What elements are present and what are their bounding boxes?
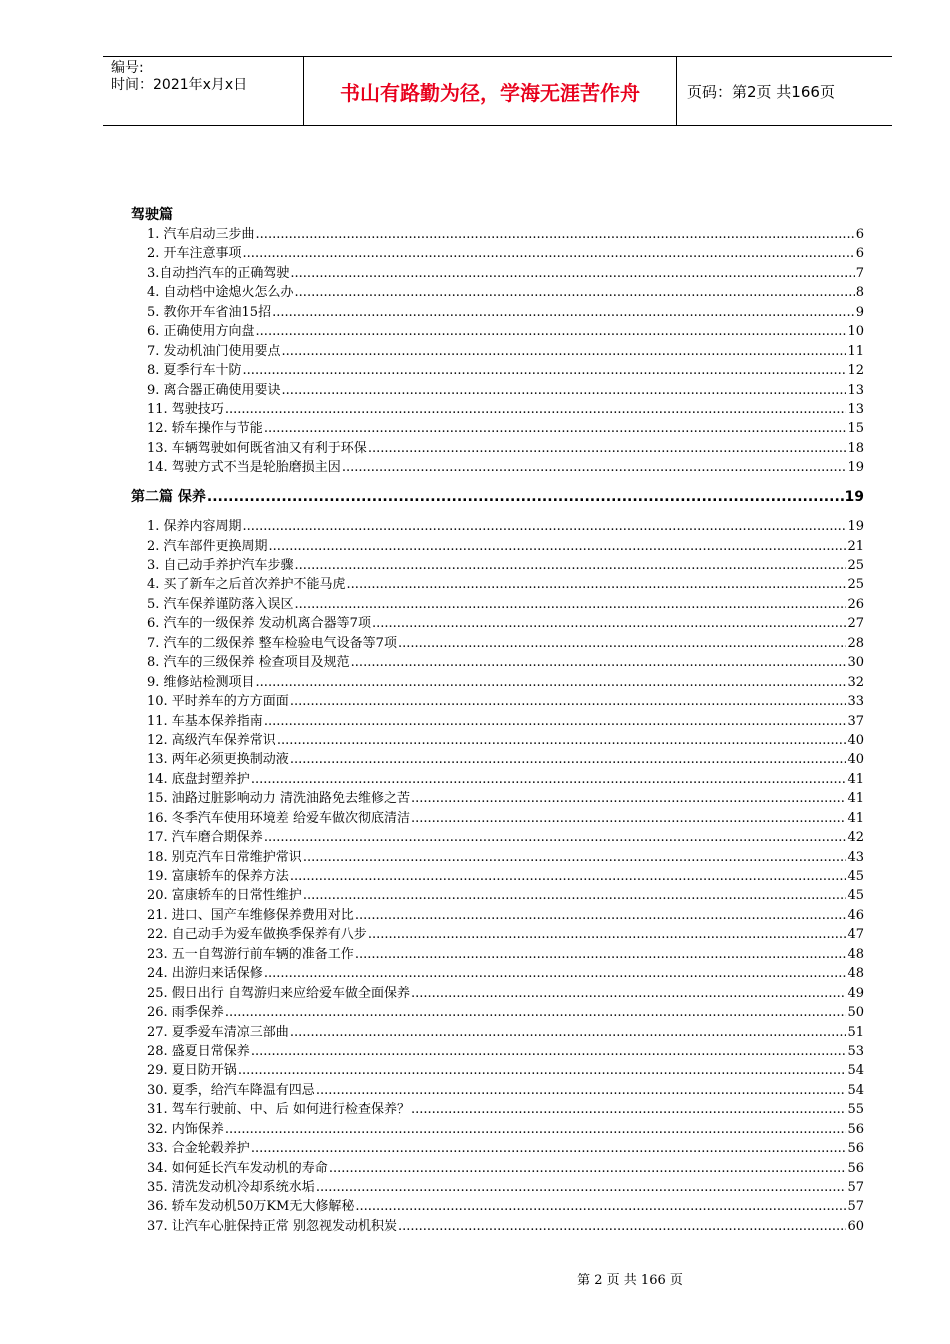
toc-leader-dots xyxy=(243,361,847,380)
toc-leader-dots xyxy=(355,1197,846,1216)
toc-entry-page: 43 xyxy=(847,849,864,865)
toc-entry-page: 26 xyxy=(847,596,864,612)
toc-entry-title: 14. 驾驶方式不当是轮胎磨损主因 xyxy=(147,460,341,476)
toc-leader-dots xyxy=(355,906,847,925)
toc-leader-dots xyxy=(251,770,847,789)
toc-entry-page: 53 xyxy=(847,1043,864,1059)
toc-leader-dots xyxy=(295,283,855,302)
toc-leader-dots xyxy=(411,809,847,828)
toc-leader-dots xyxy=(372,614,847,633)
toc-entry-page: 57 xyxy=(847,1199,864,1215)
toc-entry-page: 37 xyxy=(847,713,864,729)
toc-entry-page: 6 xyxy=(855,246,864,262)
toc-entry-title: 4. 自动档中途熄火怎么办 xyxy=(147,285,294,301)
toc-entry[interactable] xyxy=(131,381,864,400)
toc-entry[interactable] xyxy=(131,595,864,614)
toc-entry-title: 36. 轿车发动机50万KM无大修解秘 xyxy=(147,1199,355,1215)
toc-entry-title: 13. 车辆驾驶如何既省油又有利于环保 xyxy=(147,440,367,456)
toc-leader-dots xyxy=(303,848,847,867)
toc-entry[interactable] xyxy=(131,673,864,692)
toc-entry-title: 23. 五一自驾游行前车辆的准备工作 xyxy=(147,946,354,962)
toc-leader-dots xyxy=(256,673,847,692)
toc-section-maintenance xyxy=(131,517,864,1236)
toc-leader-dots xyxy=(256,322,847,341)
toc-entry-title: 9. 维修站检测项目 xyxy=(147,674,255,690)
toc-entry-title: 9. 离合器正确使用要诀 xyxy=(147,382,281,398)
toc-entry[interactable] xyxy=(131,264,864,283)
toc-leader-dots xyxy=(295,556,847,575)
section-title-driving: 驾驶篇 xyxy=(131,207,173,223)
toc-entry-page: 45 xyxy=(847,869,864,884)
toc-leader-dots xyxy=(290,692,847,711)
toc-entry[interactable] xyxy=(131,828,864,847)
toc-leader-dots xyxy=(251,1139,847,1158)
toc-leader-dots xyxy=(342,458,847,477)
toc-entry[interactable] xyxy=(131,614,864,633)
toc-leader-dots xyxy=(303,886,847,905)
table-of-contents xyxy=(131,206,864,1236)
toc-entry-page: 56 xyxy=(847,1160,864,1176)
toc-entry-page: 51 xyxy=(847,1024,864,1040)
toc-entry-page: 28 xyxy=(847,635,864,651)
toc-leader-dots xyxy=(398,634,847,653)
toc-entry-title: 31. 驾车行驶前、中、后 如何进行检查保养？ xyxy=(147,1102,410,1118)
toc-leader-dots xyxy=(411,1100,847,1119)
toc-leader-dots xyxy=(290,750,847,769)
toc-entry[interactable] xyxy=(131,964,864,983)
toc-leader-dots xyxy=(256,225,855,244)
toc-entry-page: 18 xyxy=(847,440,864,456)
toc-entry-title: 22. 自己动手为爱车做换季保养有八步 xyxy=(147,927,367,943)
toc-leader-dots xyxy=(282,342,847,361)
toc-entry-page: 48 xyxy=(847,966,864,982)
toc-leader-dots xyxy=(295,595,847,614)
toc-entry-title: 11. 驾驶技巧 xyxy=(147,401,224,417)
toc-leader-dots xyxy=(368,925,847,944)
toc-entry[interactable] xyxy=(131,400,864,419)
toc-entry-page: 8 xyxy=(855,285,864,301)
toc-leader-dots xyxy=(207,488,844,507)
header-slogan: 书山有路勤为径，学海无涯苦作舟 xyxy=(304,57,677,125)
toc-leader-dots xyxy=(411,789,847,808)
toc-entry[interactable] xyxy=(131,419,864,438)
toc-entry-title: 8. 汽车的三级保养 检查项目及规范 xyxy=(147,655,350,671)
toc-leader-dots xyxy=(316,1178,847,1197)
toc-entry[interactable] xyxy=(131,886,864,905)
toc-entry-title: 11. 车基本保养指南 xyxy=(147,713,263,729)
toc-leader-dots xyxy=(290,264,854,283)
toc-entry[interactable] xyxy=(131,809,864,828)
toc-entry-title: 12. 高级汽车保养常识 xyxy=(147,732,276,748)
toc-entry-page: 40 xyxy=(847,752,864,768)
toc-entry-title: 25. 假日出行 自驾游归来应给爱车做全面保养 xyxy=(147,985,410,1001)
toc-entry-page: 11 xyxy=(847,343,864,359)
document-time-label: 时间：2021年x月x日 xyxy=(111,77,248,93)
toc-leader-dots xyxy=(398,1217,847,1236)
toc-entry[interactable] xyxy=(131,537,864,556)
toc-entry-page: 54 xyxy=(847,1082,864,1098)
toc-leader-dots xyxy=(225,1003,847,1022)
toc-entry-title: 20. 富康轿车的日常性维护 xyxy=(147,888,302,904)
toc-entry-title: 35. 清洗发动机冷却系统水垢 xyxy=(147,1180,315,1195)
toc-entry[interactable] xyxy=(131,1120,864,1139)
toc-entry-page: 41 xyxy=(847,810,864,826)
toc-entry-title: 30. 夏季，给汽车降温有四忌 xyxy=(147,1082,315,1098)
toc-entry[interactable] xyxy=(131,1003,864,1022)
toc-entry-title: 6. 汽车的一级保养 发动机离合器等7项 xyxy=(147,616,371,632)
toc-entry-page: 54 xyxy=(847,1063,864,1079)
page-header xyxy=(103,56,892,126)
toc-entry-title: 28. 盛夏日常保养 xyxy=(147,1043,250,1059)
toc-entry-title: 5. 教你开车省油15招 xyxy=(147,304,272,320)
toc-entry[interactable] xyxy=(131,770,864,789)
toc-leader-dots xyxy=(368,439,847,458)
toc-entry[interactable] xyxy=(131,303,864,322)
toc-entry-page: 56 xyxy=(847,1141,864,1157)
toc-entry[interactable] xyxy=(131,575,864,594)
toc-leader-dots xyxy=(329,1159,847,1178)
toc-entry-title: 33. 合金轮毂养护 xyxy=(147,1141,250,1157)
toc-entry-title: 26. 雨季保养 xyxy=(147,1005,224,1021)
toc-entry[interactable] xyxy=(131,1042,864,1061)
toc-entry[interactable] xyxy=(131,283,864,302)
toc-entry-title: 19. 富康轿车的保养方法 xyxy=(147,869,289,884)
toc-entry-page: 6 xyxy=(855,227,864,242)
toc-entry-title: 15. 油路过脏影响动力 清洗油路免去维修之苦 xyxy=(147,791,410,807)
toc-entry-title: 7. 汽车的二级保养 整车检验电气设备等7项 xyxy=(147,635,397,651)
toc-entry[interactable] xyxy=(131,1197,864,1216)
toc-leader-dots xyxy=(243,517,847,536)
toc-entry-title: 1. 汽车启动三步曲 xyxy=(147,227,255,242)
toc-entry-title: 27. 夏季爱车清凉三部曲 xyxy=(147,1024,289,1040)
toc-entry-page: 45 xyxy=(847,888,864,904)
toc-leader-dots xyxy=(290,1023,847,1042)
toc-entry[interactable] xyxy=(131,945,864,964)
toc-entry-title: 13. 两年必须更换制动液 xyxy=(147,752,289,768)
toc-entry[interactable] xyxy=(131,439,864,458)
toc-leader-dots xyxy=(351,653,847,672)
toc-leader-dots xyxy=(264,419,847,438)
toc-entry-page: 30 xyxy=(847,655,864,671)
toc-entry[interactable] xyxy=(131,692,864,711)
toc-entry[interactable] xyxy=(131,1023,864,1042)
toc-section-driving xyxy=(131,225,864,478)
toc-entry-title: 16. 冬季汽车使用环境差 给爱车做次彻底清洁 xyxy=(147,810,410,826)
toc-entry[interactable] xyxy=(131,653,864,672)
toc-entry-title: 3. 自己动手养护汽车步骤 xyxy=(147,558,294,573)
toc-leader-dots xyxy=(290,867,847,886)
toc-entry-page: 13 xyxy=(847,382,864,398)
toc-entry-title: 2. 汽车部件更换周期 xyxy=(147,538,268,554)
toc-leader-dots xyxy=(411,984,847,1003)
toc-entry[interactable] xyxy=(131,244,864,263)
toc-entry[interactable] xyxy=(131,517,864,536)
toc-part-page: 19 xyxy=(844,488,864,505)
toc-entry-page: 10 xyxy=(847,324,864,340)
toc-entry[interactable] xyxy=(131,789,864,808)
toc-entry-title: 8. 夏季行车十防 xyxy=(147,363,242,379)
toc-entry-page: 19 xyxy=(847,460,864,476)
toc-entry-page: 46 xyxy=(847,907,864,923)
toc-entry[interactable] xyxy=(131,556,864,575)
toc-entry[interactable] xyxy=(131,906,864,925)
toc-entry[interactable] xyxy=(131,1178,864,1197)
toc-entry[interactable] xyxy=(131,867,864,886)
toc-entry[interactable] xyxy=(131,634,864,653)
toc-part-maintenance[interactable] xyxy=(131,488,864,507)
toc-entry[interactable] xyxy=(131,342,864,361)
toc-entry-page: 25 xyxy=(847,577,864,593)
toc-entry-title: 32. 内饰保养 xyxy=(147,1121,224,1137)
toc-entry[interactable] xyxy=(131,1139,864,1158)
toc-part-title: 第二篇 保养 xyxy=(131,488,206,505)
toc-entry[interactable] xyxy=(131,925,864,944)
toc-entry-page: 50 xyxy=(847,1005,864,1021)
toc-entry-page: 40 xyxy=(847,732,864,748)
toc-entry-title: 4. 买了新车之后首次养护不能马虎 xyxy=(147,577,346,593)
toc-leader-dots xyxy=(264,964,847,983)
toc-leader-dots xyxy=(264,712,847,731)
toc-entry-page: 25 xyxy=(847,558,864,573)
toc-entry-page: 27 xyxy=(847,616,864,632)
toc-entry-title: 14. 底盘封塑养护 xyxy=(147,771,250,787)
toc-entry-page: 19 xyxy=(847,519,864,535)
toc-leader-dots xyxy=(243,244,855,263)
toc-entry-page: 33 xyxy=(847,694,864,710)
document-number-label: 编号: xyxy=(111,60,144,76)
toc-leader-dots xyxy=(282,381,847,400)
toc-entry[interactable] xyxy=(131,225,864,244)
toc-entry-page: 21 xyxy=(847,538,864,554)
toc-entry-title: 17. 汽车磨合期保养 xyxy=(147,830,263,846)
toc-leader-dots xyxy=(272,303,855,322)
toc-leader-dots xyxy=(238,1061,847,1080)
toc-entry[interactable] xyxy=(131,322,864,341)
toc-entry[interactable] xyxy=(131,1159,864,1178)
toc-entry-page: 49 xyxy=(847,985,864,1001)
toc-entry-page: 57 xyxy=(847,1180,864,1195)
toc-entry-page: 12 xyxy=(847,363,864,379)
toc-entry[interactable] xyxy=(131,750,864,769)
toc-entry-page: 42 xyxy=(847,830,864,846)
toc-entry-page: 56 xyxy=(847,1121,864,1137)
toc-entry-title: 5. 汽车保养谨防落入误区 xyxy=(147,596,294,612)
toc-entry-title: 3.自动挡汽车的正确驾驶 xyxy=(147,265,290,281)
toc-entry-title: 7. 发动机油门使用要点 xyxy=(147,343,281,359)
toc-entry-title: 6. 正确使用方向盘 xyxy=(147,324,255,340)
header-page-number: 页码：第2页 共166页 xyxy=(687,82,835,101)
toc-entry-page: 55 xyxy=(847,1102,864,1118)
toc-entry-page: 48 xyxy=(847,946,864,962)
toc-leader-dots xyxy=(355,945,847,964)
toc-entry-title: 12. 轿车操作与节能 xyxy=(147,421,263,437)
toc-entry-page: 41 xyxy=(847,791,864,807)
toc-leader-dots xyxy=(269,537,847,556)
toc-entry-title: 18. 别克汽车日常维护常识 xyxy=(147,849,302,865)
toc-entry[interactable] xyxy=(131,1061,864,1080)
toc-entry[interactable] xyxy=(131,848,864,867)
toc-entry-page: 60 xyxy=(847,1218,864,1234)
toc-leader-dots xyxy=(316,1081,847,1100)
toc-leader-dots xyxy=(277,731,847,750)
toc-entry-title: 34. 如何延长汽车发动机的寿命 xyxy=(147,1160,328,1176)
toc-leader-dots xyxy=(347,575,847,594)
toc-entry-page: 13 xyxy=(847,401,864,417)
toc-entry-page: 41 xyxy=(847,771,864,787)
toc-entry-title: 1. 保养内容周期 xyxy=(147,519,242,535)
toc-entry[interactable] xyxy=(131,1081,864,1100)
toc-entry[interactable] xyxy=(131,361,864,380)
toc-leader-dots xyxy=(264,828,847,847)
toc-entry-page: 9 xyxy=(855,304,864,320)
toc-entry[interactable] xyxy=(131,731,864,750)
toc-entry-page: 32 xyxy=(847,674,864,690)
toc-entry[interactable] xyxy=(131,458,864,477)
toc-entry-page: 7 xyxy=(855,265,864,281)
toc-leader-dots xyxy=(225,1120,847,1139)
toc-entry-title: 2. 开车注意事项 xyxy=(147,246,242,262)
toc-entry-title: 37. 让汽车心脏保持正常 别忽视发动机积炭 xyxy=(147,1218,397,1234)
toc-leader-dots xyxy=(251,1042,847,1061)
toc-entry[interactable] xyxy=(131,1217,864,1236)
toc-entry-title: 10. 平时养车的方方面面 xyxy=(147,694,289,710)
toc-entry[interactable] xyxy=(131,984,864,1003)
page-footer: 第 2 页 共 166 页 xyxy=(577,1273,683,1288)
toc-entry[interactable] xyxy=(131,1100,864,1119)
toc-leader-dots xyxy=(225,400,847,419)
toc-entry[interactable] xyxy=(131,712,864,731)
toc-entry-page: 15 xyxy=(847,421,864,437)
toc-entry-page: 47 xyxy=(847,927,864,943)
toc-entry-title: 24. 出游归来话保修 xyxy=(147,966,263,982)
toc-entry-title: 29. 夏日防开锅 xyxy=(147,1063,237,1079)
header-meta xyxy=(103,57,304,125)
toc-entry-title: 21. 进口、国产车维修保养费用对比 xyxy=(147,907,354,923)
